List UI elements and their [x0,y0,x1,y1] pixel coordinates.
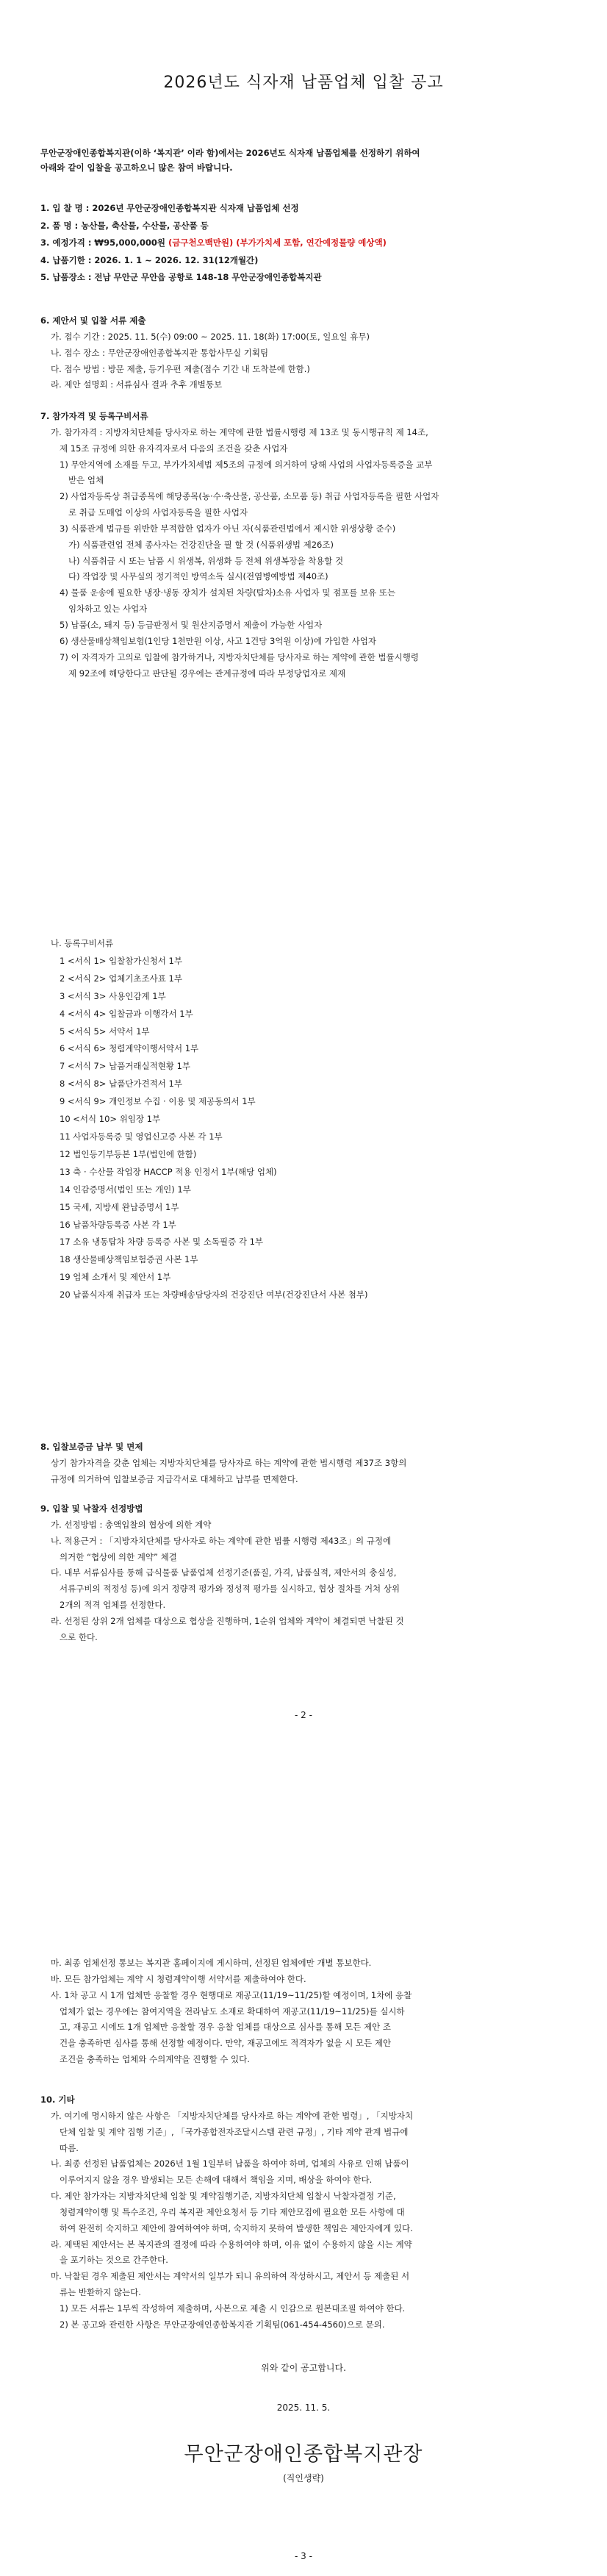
section-9-a: 가. 선정방법 : 총액입찰의 협상에 의한 계약 [51,1519,212,1530]
section-9 [40,1501,564,1646]
required-documents [40,935,564,1304]
document-item: 14 인감증명서(법인 또는 개인) 1부 [60,1184,191,1195]
section-6-a: 가. 접수 기간 : 2025. 11. 5(수) 09:00 ~ 2025. 11. 18(화) 17:00(토, 일요일 휴무) [51,331,370,342]
qualification-1-cont: 받은 업체 [68,475,104,486]
section-6-c: 다. 접수 방법 : 방문 제출, 등기우편 제출(접수 기간 내 도착분에 한함.) [51,363,310,374]
section-10-c: 다. 제안 참가자는 지방자치단체 입찰 및 계약집행기준, 지방자치단체 입찰시 낙찰자결정 기준, [51,2191,396,2202]
section-9-b: 나. 적용근거 : 「지방자치단체를 당사자로 하는 계약에 관한 법률 시행령 제43조」의 규정에 [51,1535,392,1546]
section-10-d: 라. 제택된 제안서는 본 복지관의 결정에 따라 수용하여야 하며, 이유 없이 수용하지 않을 시는 계약 [51,2239,412,2250]
documents-list [40,953,564,1304]
item-period: 4. 납품기한 : 2026. 1. 1 ~ 2026. 12. 31(12개월간) [40,254,259,265]
qualification-1: 1) 무안지역에 소재를 두고, 부가가치세법 제5조의 규정에 의거하여 당해 사업의 사업자등록증을 교부 [60,459,433,470]
qualification-4-cont: 임차하고 있는 사업자 [68,604,148,615]
closing-statement: 위와 같이 공고합니다. [261,2363,346,2373]
notice-title: 2026년도 식자재 납품업체 입찰 공고 [163,74,444,92]
summary-items [40,200,564,287]
notice-date: 2025. 11. 5. [276,2403,331,2413]
section-9-heading: 9. 입찰 및 낙찰자 선정방법 [40,1503,143,1514]
qualification-3c: 다) 작업장 및 사무실의 정기적인 방역소독 실시(전염병예방법 제40조) [68,571,328,582]
qualification-4: 4) 물품 운송에 필요한 냉장·냉동 장치가 설치된 차량(탑차)소유 사업자 및 점포를 보유 또는 [60,587,396,598]
document-item: 5 <서식 5> 서약서 1부 [60,1026,150,1037]
price-value: 3. 예정가격 : ₩95,000,000원 [40,237,168,248]
section-8 [40,1439,564,1488]
section-8-line: 상기 참가자격을 갖춘 업체는 지방자치단체를 당사자로 하는 계약에 관한 법시행령 제37조 3항의 [51,1457,407,1468]
document-item: 15 국세, 지방세 완납증명서 1부 [60,1201,179,1212]
item-price [40,235,564,252]
section-9-g: 사. 1차 공고 시 1개 업체만 응찰할 경우 현행대로 재공고(11/19~11/25)할 예정이며, 1차에 응찰 [51,1989,412,2000]
qualification-3a: 가) 식품관련업 전체 종사자는 건강진단을 필 할 것 (식품위생법 제26조) [68,539,334,550]
document-item: 4 <서식 4> 입찰금과 이행각서 1부 [60,1008,193,1019]
section-9-g-cont: 조건을 충족하는 업체와 수의계약을 진행할 수 있다. [60,2054,250,2065]
section-10 [40,2092,564,2333]
document-item: 6 <서식 6> 청렴계약이행서약서 1부 [60,1043,199,1054]
section-9-d-cont: 으로 한다. [60,1631,98,1642]
qualification-3: 3) 식품관계 법규를 위반한 부적합한 업자가 아닌 자(식품관련법에서 제시한 위생상황 준수) [60,523,396,534]
document-item: 17 소유 냉동탑차 차량 등록증 사본 및 소독필증 각 1부 [60,1237,264,1248]
page-number-2: - 2 - [295,1710,312,1720]
section-8-heading: 8. 입찰보증금 납부 및 면제 [40,1442,143,1452]
section-10-heading: 10. 기타 [40,2094,75,2105]
section-10-a-cont: 단체 입찰 및 계약 집행 기준」, 「국가종합전자조달시스템 관련 규정」, 기타 계약 관계 법규에 [60,2126,409,2137]
qualification-7: 7) 이 자격자가 고의로 입찰에 참가하거나, 지방자치단체를 당사자로 하는 계약에 관한 법률시행령 [60,651,419,662]
intro-line: 아래와 같이 입찰을 공고하오니 많은 참여 바랍니다. [40,162,233,173]
section-6-b: 나. 접수 장소 : 무안군장애인종합복지관 통합사무실 기획팀 [51,347,269,358]
section-7-heading: 7. 참가자격 및 등록구비서류 [40,411,148,421]
section-6-heading: 6. 제안서 및 입찰 서류 제출 [40,315,146,326]
section-9-f: 바. 모든 참가업체는 계약 시 청렴계약이행 서약서를 제출하여야 한다. [51,1973,306,1984]
section-9-g-cont: 고, 재공고 시에도 1개 업체만 응찰할 경우 응찰 업체를 대상으로 심사를 통해 모든 제안 조 [60,2022,391,2033]
page-number-3: - 3 - [295,2551,312,2561]
qualification-7-cont: 제 92조에 해당한다고 판단될 경우에는 관계규정에 따라 부정당업자로 제재 [68,668,346,679]
item-goods: 2. 품 명 : 농산물, 축산물, 수산물, 공산품 등 [40,220,209,231]
intro [40,146,564,175]
section-10-a: 가. 여기에 명시하지 않은 사항은 「지방자치단체를 당사자로 하는 계약에 관한 법령」, 「지방자치 [51,2110,414,2121]
qualification-2: 2) 사업자등록상 취급종목에 해당종목(농·수·축산물, 공산품, 소모품 등) 취급 사업자등록을 필한 사업자 [60,491,439,502]
section-6 [40,313,564,393]
document-item: 1 <서식 1> 입찰참가신청서 1부 [60,955,182,966]
section-10-a-cont: 따름. [60,2142,79,2153]
section-9-d: 라. 선정된 상위 2개 업체를 대상으로 협상을 진행하며, 1순위 업체와 계약이 체결되면 낙찰된 것 [51,1615,404,1626]
qualification-2-cont: 로 취급 도매업 이상의 사업자등록을 필한 사업자 [68,507,248,518]
section-8-line: 규정에 의거하여 입찰보증금 지급각서로 대체하고 납부를 면제한다. [51,1473,298,1484]
section-9-c-cont: 서류구비의 적정성 등)에 의거 정량적 평가와 정성적 평가를 실시하고, 협상 절차를 거쳐 상위 [60,1584,401,1595]
document-item: 13 축 · 수산물 작업장 HACCP 적용 인정서 1부(해당 업체) [60,1166,277,1177]
item-place: 5. 납품장소 : 전남 무안군 무안읍 공항로 148-18 무안군장애인종합복지관 [40,272,322,283]
document-item: 19 업체 소개서 및 제안서 1부 [60,1272,171,1283]
document-item: 20 납품식자재 취급자 또는 차량배송담당자의 건강진단 여부(건강진단서 사본 첨부) [60,1289,368,1300]
section-10-e-2: 2) 본 공고와 관련한 사항은 무안군장애인종합복지관 기획팀(061-454-4560)으로 문의. [60,2319,385,2330]
document-item: 16 납품차량등록증 사본 각 1부 [60,1219,176,1230]
section-10-e: 마. 낙찰된 경우 제출된 제안서는 계약서의 일부가 되니 유의하여 작성하시고, 제안서 등 제출된 서 [51,2271,410,2282]
section-9-e: 마. 최종 업체선정 통보는 복지관 홈페이지에 게시하며, 선정된 업체에만 개별 통보한다. [51,1958,372,1968]
section-9-c-cont: 2개의 적격 업체를 선정한다. [60,1600,166,1611]
qualification-6: 6) 생산물배상책임보험(1인당 1천만원 이상, 사고 1건당 3억원 이상)에 가입한 사업자 [60,635,376,646]
section-9-b-cont: 의거한 “협상에 의한 계약” 체결 [60,1551,177,1562]
seal-omitted: (직인생략) [283,2473,324,2483]
section-6-d: 라. 제안 설명회 : 서류심사 결과 추후 개별통보 [51,379,223,390]
section-9-c: 다. 내부 서류심사를 통해 급식물품 납품업체 선정기준(품질, 가격, 납품실적, 제안서의 충실성, [51,1567,397,1578]
documents-heading: 나. 등록구비서류 [51,938,114,948]
section-10-c-cont: 청렴계약이행 및 특수조건, 우리 복지관 제안요청서 등 기타 제안모집에 필요한 모든 사항에 대 [60,2206,405,2217]
document-item: 9 <서식 9> 개인정보 수집 · 이용 및 제공동의서 1부 [60,1096,256,1107]
document-item: 10 <서식 10> 위임장 1부 [60,1114,161,1125]
qualification-5: 5) 납품(소, 돼지 등) 등급판정서 및 원산지증명서 제출이 가능한 사업자 [60,619,323,630]
section-10-d-cont: 을 포기하는 것으로 간주한다. [60,2255,168,2266]
section-9-g-cont: 건을 충족하면 심사를 통해 선정할 예정이다. 만약, 재공고에도 적격자가 없을 시 모든 제안 [60,2038,392,2049]
document-item: 3 <서식 3> 사용인감계 1부 [60,990,166,1001]
issuer-name: 무안군장애인종합복지관장 [184,2443,423,2466]
section-9-g-cont: 업체가 없는 경우에는 참여지역을 전라남도 소재로 확대하여 재공고(11/19~11/25)를 실시하 [60,2006,405,2017]
document-item: 2 <서식 2> 업체기초조사표 1부 [60,973,182,984]
qualification-intro: 가. 참가자격 : 지방자치단체를 당사자로 하는 계약에 관한 법률시행령 제 13조 및 동시행규칙 제 14조, [51,426,428,437]
qualification-3b: 나) 식품취급 시 또는 납품 시 위생복, 위생화 등 전체 위생복장을 착용할 것 [68,555,344,566]
qualification-intro-cont: 제 15조 규정에 의한 유자격자로서 다음의 조건을 갖춘 사업자 [60,443,288,454]
item-bid-name: 1. 입 찰 명 : 2026년 무안군장애인종합복지관 식자재 납품업체 선정 [40,203,299,213]
section-10-e-1: 1) 모든 서류는 1부씩 작성하여 제출하며, 사본으로 제출 시 인감으로 원본대조필 하여야 한다. [60,2303,406,2314]
price-note: (금구천오백만원) (부가가치세 포함, 연간예정물량 예상액) [168,237,387,248]
document-item: 8 <서식 8> 납품단가견적서 1부 [60,1078,182,1090]
section-7 [40,409,564,681]
section-10-b-cont: 이루어지지 않을 경우 발생되는 모든 손해에 대해서 책임을 지며, 배상을 하여야 한다. [60,2175,373,2186]
section-10-e-cont: 류는 반환하지 않는다. [60,2287,141,2298]
document-item: 7 <서식 7> 납품거래실적현황 1부 [60,1061,191,1072]
intro-line: 무안군장애인종합복지관(이하 ‘복지관’ 이라 함)에서는 2026년도 식자재 납품업체를 선정하기 위하여 [40,148,420,158]
section-10-c-cont: 하여 완전히 숙지하고 제안에 참여하여야 하며, 숙지하지 못하여 발생한 책임은 제안자에게 있다. [60,2222,413,2233]
section-10-b: 나. 최종 선정된 납품업체는 2026년 1월 1일부터 납품을 하여야 하며, 업체의 사유로 인해 납품이 [51,2158,409,2169]
section-9-continued [40,1956,564,2068]
document-item: 18 생산물배상책임보험증권 사본 1부 [60,1254,198,1265]
document-item: 11 사업자등록증 및 영업신고증 사본 각 1부 [60,1131,223,1142]
document-item: 12 법인등기부등본 1부(법인에 한함) [60,1148,197,1159]
